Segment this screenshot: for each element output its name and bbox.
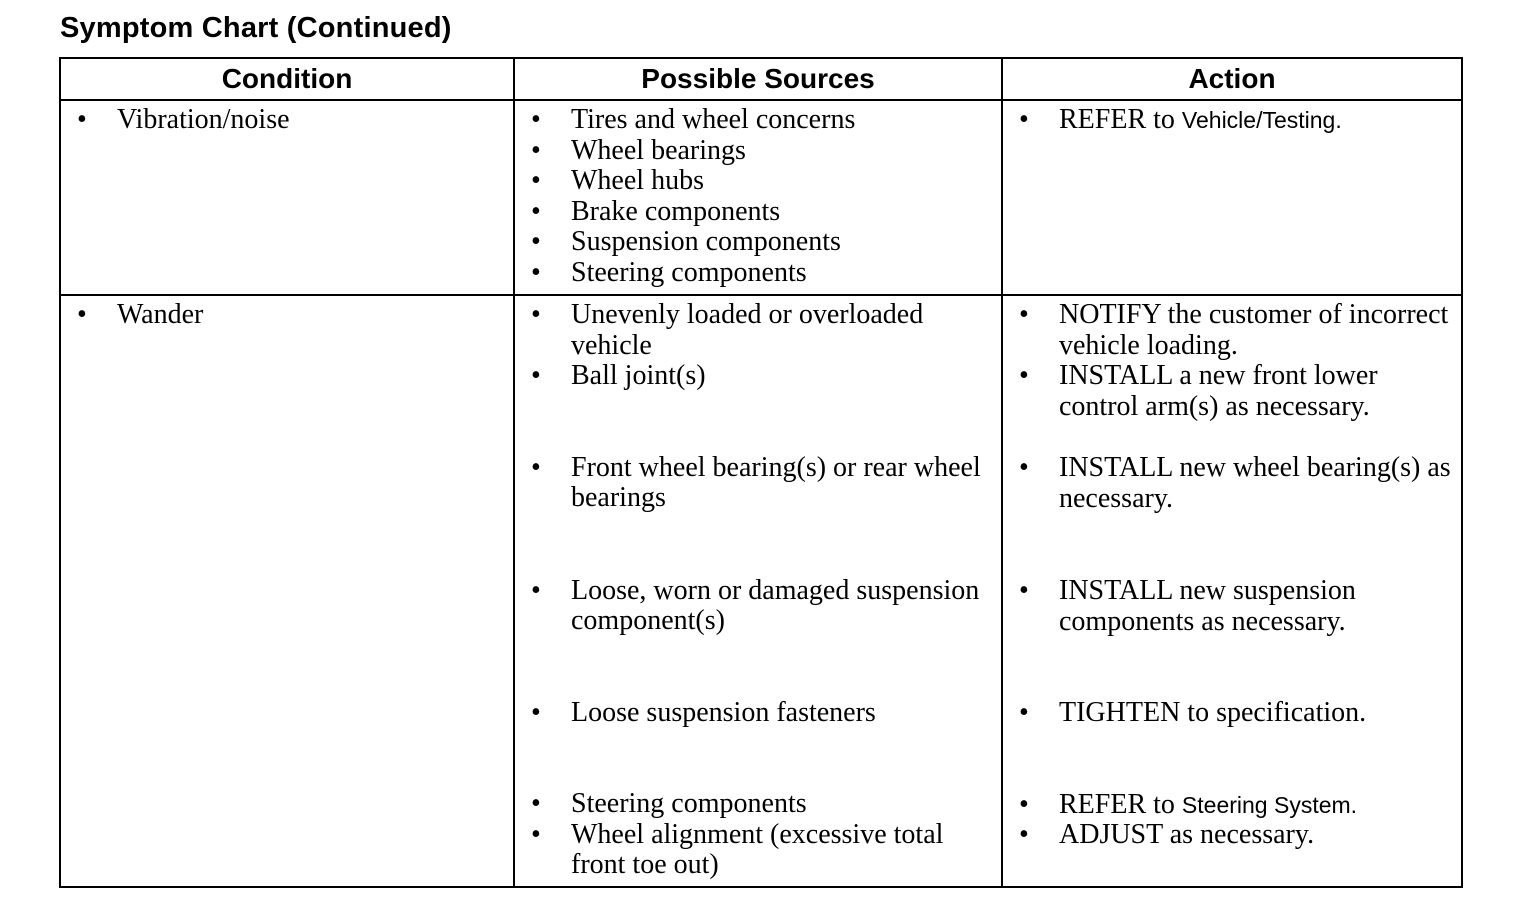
sources-cell bbox=[514, 295, 1002, 887]
list-item: • Wheel hubs bbox=[525, 166, 995, 197]
list-item: • REFER to Steering System. bbox=[1013, 790, 1455, 821]
bullet-icon: • bbox=[1019, 299, 1029, 330]
list-item: • Brake components bbox=[525, 197, 995, 228]
list-item: • Wheel bearings bbox=[525, 136, 995, 167]
symptom-chart-table bbox=[59, 57, 1463, 888]
bullet-icon: • bbox=[531, 818, 541, 850]
bullet-icon: • bbox=[531, 451, 541, 483]
bullet-icon: • bbox=[1019, 819, 1029, 850]
list-item: • ADJUST as necessary. bbox=[1013, 820, 1455, 851]
bullet-icon: • bbox=[1019, 697, 1029, 728]
sources-cell bbox=[514, 100, 1002, 295]
list-item: • NOTIFY the customer of incorrect vehicle loading. bbox=[1013, 300, 1455, 361]
bullet-icon: • bbox=[531, 256, 541, 288]
bullet-icon: • bbox=[531, 134, 541, 166]
condition-cell bbox=[60, 295, 514, 887]
bullet-icon: • bbox=[531, 195, 541, 227]
action-cell bbox=[1002, 295, 1462, 887]
table-row bbox=[60, 295, 1462, 887]
bullet-icon: • bbox=[1019, 575, 1029, 606]
table-row bbox=[60, 100, 1462, 295]
header-action: Action bbox=[1002, 58, 1462, 100]
condition-cell bbox=[60, 100, 514, 295]
bullet-icon: • bbox=[1019, 452, 1029, 483]
bullet-icon: • bbox=[1019, 104, 1029, 135]
bullet-icon: • bbox=[77, 299, 87, 330]
list-item: • INSTALL a new front lower control arm(s) as necessary. bbox=[1013, 361, 1455, 422]
bullet-icon: • bbox=[531, 299, 541, 330]
list-item: • INSTALL new wheel bearing(s) as necessary. bbox=[1013, 453, 1455, 514]
header-condition: Condition bbox=[60, 58, 514, 100]
bullet-icon: • bbox=[1019, 360, 1029, 391]
list-item: • TIGHTEN to specification. bbox=[1013, 698, 1455, 729]
list-item: • Ball joint(s) bbox=[525, 361, 995, 392]
list-item: • Loose suspension fasteners bbox=[525, 698, 995, 729]
list-item: • Front wheel bearing(s) or rear wheel bearings bbox=[525, 453, 995, 514]
condition-text: Wander bbox=[117, 299, 204, 330]
list-item: • Tires and wheel concerns bbox=[525, 105, 995, 136]
bullet-icon: • bbox=[531, 788, 541, 819]
bullet-icon: • bbox=[531, 360, 541, 391]
table-header-row bbox=[60, 58, 1462, 100]
list-item: • Unevenly loaded or overloaded vehicle bbox=[525, 300, 995, 361]
chart-title: Symptom Chart (Continued) bbox=[60, 12, 452, 44]
bullet-icon: • bbox=[1019, 788, 1029, 820]
list-item: • REFER to Vehicle/Testing. bbox=[1013, 105, 1455, 136]
bullet-icon: • bbox=[531, 696, 541, 728]
list-item: • INSTALL new suspension components as necessary. bbox=[1013, 576, 1455, 637]
bullet-icon: • bbox=[531, 104, 541, 135]
header-possible-sources: Possible Sources bbox=[514, 58, 1002, 100]
bullet-icon: • bbox=[531, 574, 541, 606]
bullet-icon: • bbox=[77, 104, 87, 135]
condition-text: Vibration/noise bbox=[117, 104, 290, 135]
reference-link: Vehicle/Testing. bbox=[1181, 107, 1342, 133]
list-item: • Wheel alignment (excessive total front toe out) bbox=[525, 820, 995, 881]
list-item: • Steering components bbox=[525, 789, 995, 820]
bullet-icon: • bbox=[531, 165, 541, 196]
list-item: • Loose, worn or damaged suspension component(s) bbox=[525, 576, 995, 637]
list-item: • Suspension components bbox=[525, 227, 995, 258]
bullet-icon: • bbox=[531, 226, 541, 257]
reference-link: Steering System. bbox=[1181, 791, 1358, 818]
action-cell bbox=[1002, 100, 1462, 295]
list-item: • Steering components bbox=[525, 258, 995, 289]
